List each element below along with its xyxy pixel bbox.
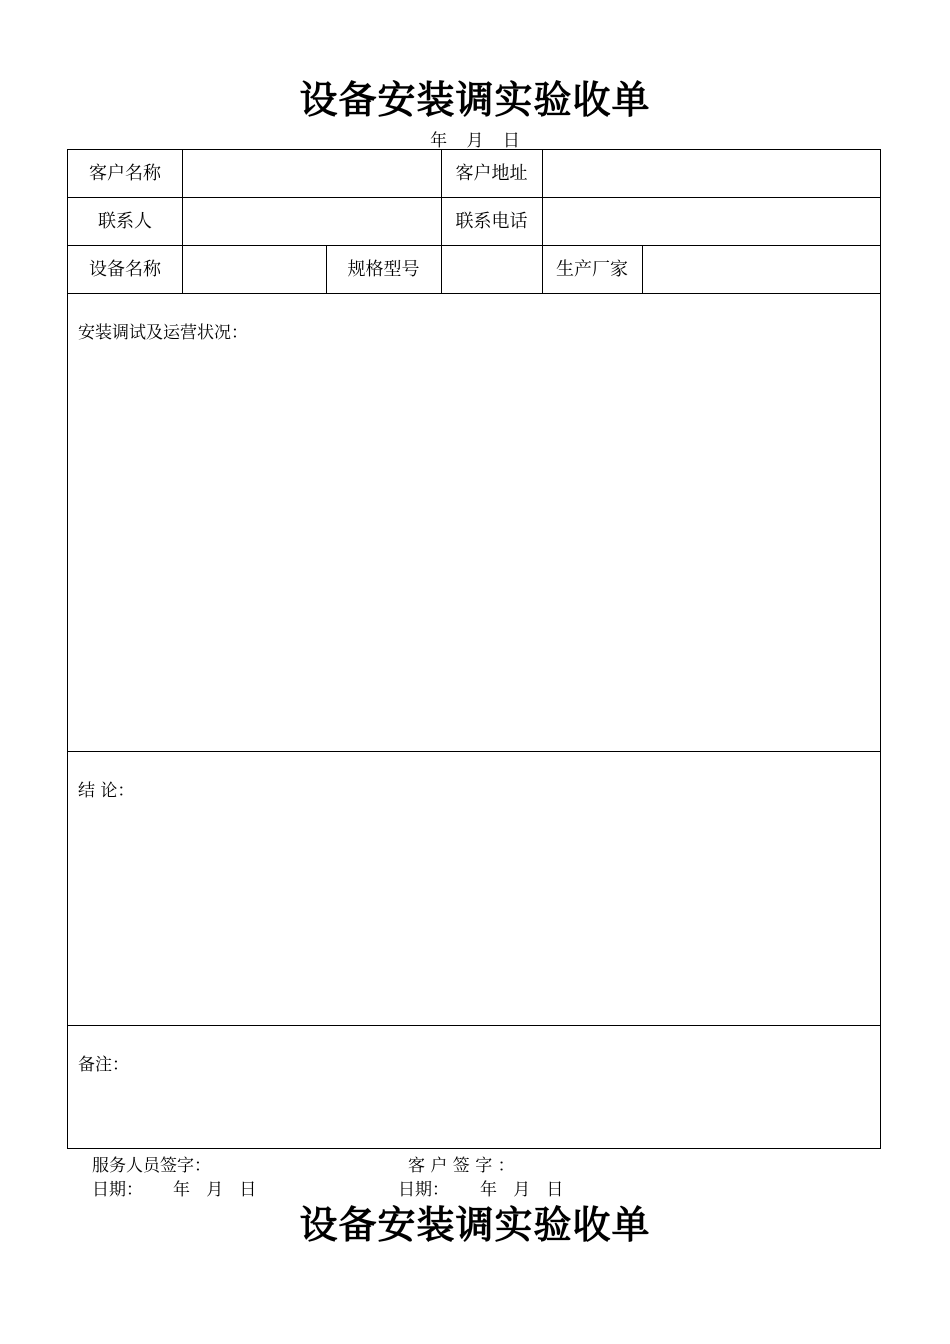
install-status-label: 安装调试及运营状况： bbox=[78, 323, 248, 343]
remarks-label: 备注： bbox=[78, 1055, 129, 1075]
section-divider bbox=[68, 751, 880, 752]
customer-name-label: 客户名称 bbox=[89, 163, 161, 184]
header-date: 年 月 日 bbox=[430, 131, 520, 151]
footer-title: 设备安装调实验收单 bbox=[299, 1203, 651, 1247]
row-divider bbox=[68, 245, 880, 246]
section-divider bbox=[68, 1025, 880, 1026]
contact-label: 联系人 bbox=[98, 211, 152, 232]
conclusion-label: 结 论： bbox=[78, 781, 135, 801]
device-name-label: 设备名称 bbox=[89, 259, 161, 280]
row-divider bbox=[68, 293, 880, 294]
customer-sign-label: 客 户 签 字 ： bbox=[408, 1156, 515, 1176]
contact-phone-label: 联系电话 bbox=[455, 211, 528, 232]
install-status-field[interactable] bbox=[69, 345, 879, 747]
conclusion-field[interactable] bbox=[69, 802, 879, 1021]
service-date-label: 日期： bbox=[92, 1180, 143, 1200]
manufacturer-field[interactable] bbox=[643, 247, 880, 292]
remarks-field[interactable] bbox=[69, 1076, 879, 1146]
customer-address-field[interactable] bbox=[543, 151, 880, 196]
customer-address-label: 客户地址 bbox=[455, 163, 528, 184]
acceptance-form bbox=[67, 149, 881, 1149]
page-title: 设备安装调实验收单 bbox=[299, 78, 651, 122]
model-label: 规格型号 bbox=[347, 259, 420, 280]
service-sign-label: 服务人员签字： bbox=[92, 1156, 211, 1176]
customer-date-value: 年 月 日 bbox=[480, 1180, 564, 1200]
device-name-field[interactable] bbox=[183, 247, 325, 292]
service-date-value: 年 月 日 bbox=[173, 1180, 257, 1200]
row-divider bbox=[68, 197, 880, 198]
customer-date-label: 日期： bbox=[398, 1180, 449, 1200]
contact-phone-field[interactable] bbox=[543, 199, 880, 244]
model-field[interactable] bbox=[442, 247, 541, 292]
manufacturer-label: 生产厂家 bbox=[556, 259, 628, 280]
customer-name-field[interactable] bbox=[183, 151, 440, 196]
contact-field[interactable] bbox=[183, 199, 440, 244]
